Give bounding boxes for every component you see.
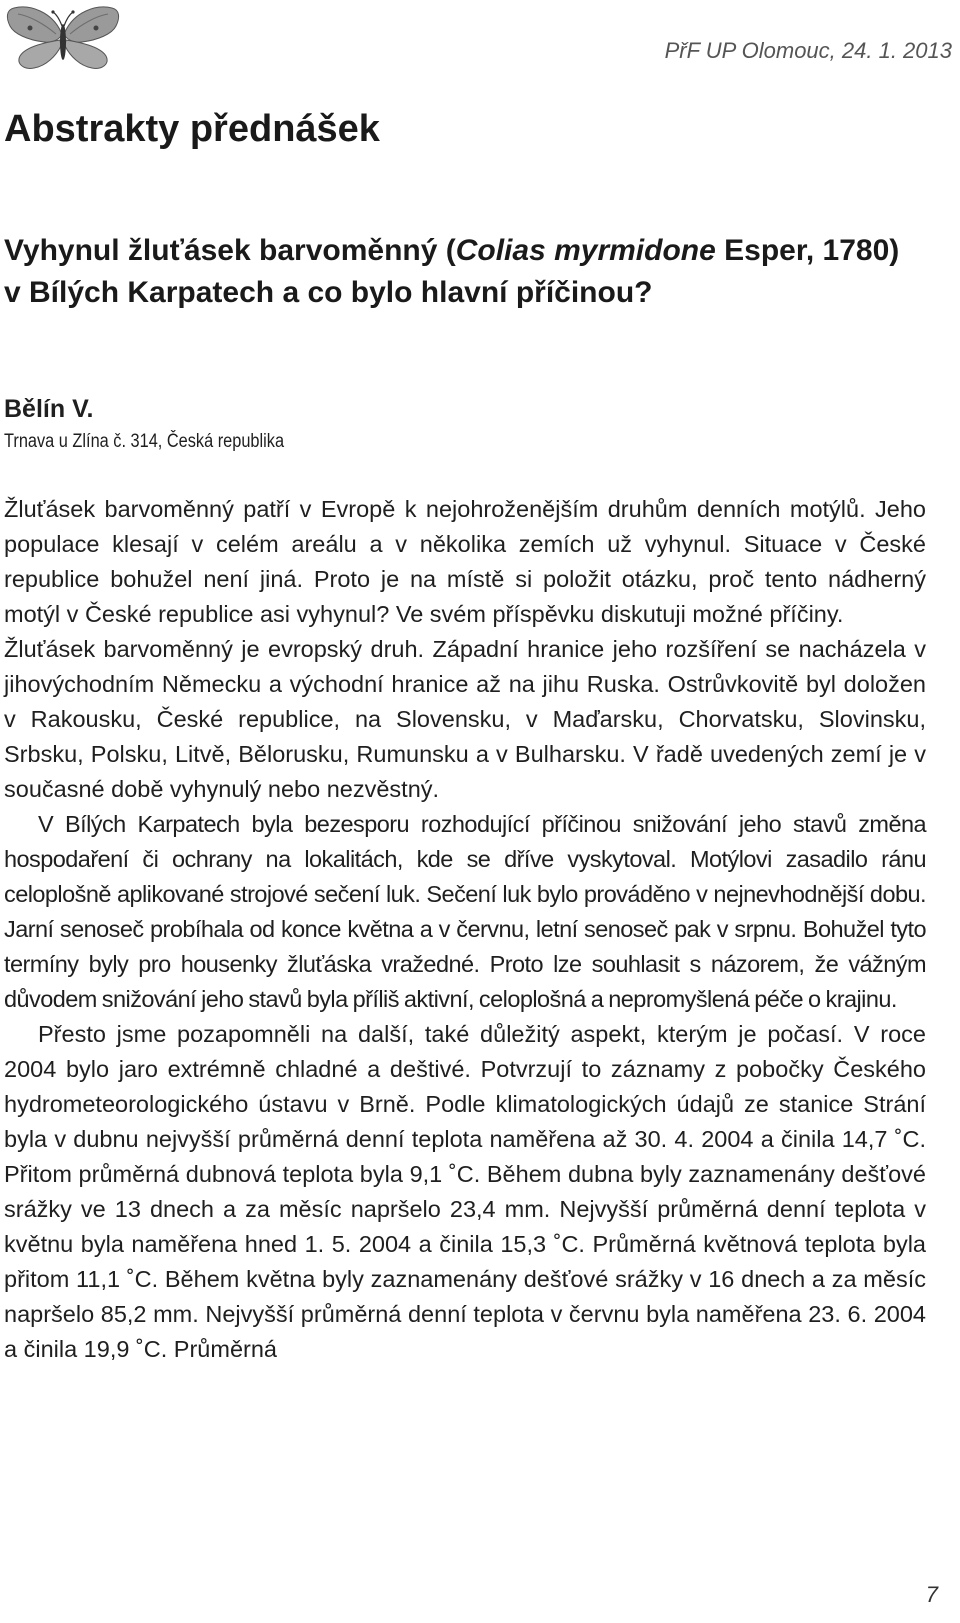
abstract-body <box>4 492 926 1367</box>
affiliation: Trnava u Zlína č. 314, Česká republika <box>4 431 285 452</box>
paragraph-3: V Bílých Karpatech byla bezesporu rozhodující příčinou snižování jeho stavů změna hospodaření či ochrany na lokalitách, kde se dříve vyskytoval. Motýlovi zasadilo ránu celoplošně aplikované strojové sečení luk. Sečení luk bylo prováděno v nejnevhodnější dobu. Jarní senoseč probíhala od konce května a v červnu, letní senoseč pak v srpnu. Bohužel tyto termíny byly pro housenky žluťáska vražedné. Proto lze souhlasit s názorem, že vážným důvodem snižování jeho stavů byla příliš aktivní, celoplošná a nepromyšlená péče o krajinu. <box>4 811 926 1012</box>
author: Bělín V. <box>4 395 94 423</box>
paragraph-1: Žluťásek barvoměnný patří v Evropě k nejohroženějším druhům denních motýlů. Jeho populace klesají v celém areálu a v několika zemích už vyhynul. Situace v České republice bohužel není jiná. Proto je na místě si položit otázku, proč tento nádherný motýl v České republice asi vyhynul? Ve svém příspěvku diskutuji možné příčiny. <box>4 496 926 627</box>
butterfly-icon <box>4 4 122 74</box>
article-title-part2: Esper, 1780) v Bílých Karpatech a co bylo hlavní příčinou? <box>4 234 900 309</box>
paragraph-4: Přesto jsme pozapomněli na další, také důležitý aspekt, kterým je počasí. V roce 2004 bylo jaro extrémně chladné a deštivé. Potvrzují to záznamy z pobočky Českého hydrometeorologického ústavu v Brně. Podle klimatologických údajů ze stanice Strání byla v dubnu nejvyšší průměrná denní teplota naměřena až 30. 4. 2004 a činila 14,7 ˚C. Přitom průměrná dubnová teplota byla 9,1 ˚C. Během dubna byly zaznamenány dešťové srážky ve 13 dnech a za měsíc napršelo 23,4 mm. Nejvyšší průměrná denní teplota v květnu byla naměřena hned 1. 5. 2004 a činila 15,3 ˚C. Průměrná květnová teplota byla přitom 11,1 ˚C. Během května byly zaznamenány dešťové srážky v 16 dnech a za měsíc napršelo 85,2 mm. Nejvyšší průměrná denní teplota v červnu byla naměřena 23. 6. 2004 a činila 19,9 ˚C. Průměrná <box>4 1021 926 1362</box>
paragraph-2: Žluťásek barvoměnný je evropský druh. Západní hranice jeho rozšíření se nacházela v jihovýchodním Německu a východní hranice až na jihu Ruska. Ostrůvkovitě byl doložen v Rakousku, České republice, na Slovensku, v Maďarsku, Chorvatsku, Slovinsku, Srbsku, Polsku, Litvě, Bělorusku, Rumunsku a v Bulharsku. V řadě uvedených zemí je v současné době vyhynulý nebo nezvěstný. <box>4 636 926 802</box>
section-title: Abstrakty přednášek <box>4 108 380 150</box>
page-number: 7 <box>925 1582 938 1607</box>
article-title-part1: Vyhynul žluťásek barvoměnný ( <box>4 234 456 267</box>
species-name: Colias myrmidone <box>455 234 716 267</box>
conference-header: PřF UP Olomouc, 24. 1. 2013 <box>664 38 952 63</box>
article-title <box>4 230 904 314</box>
